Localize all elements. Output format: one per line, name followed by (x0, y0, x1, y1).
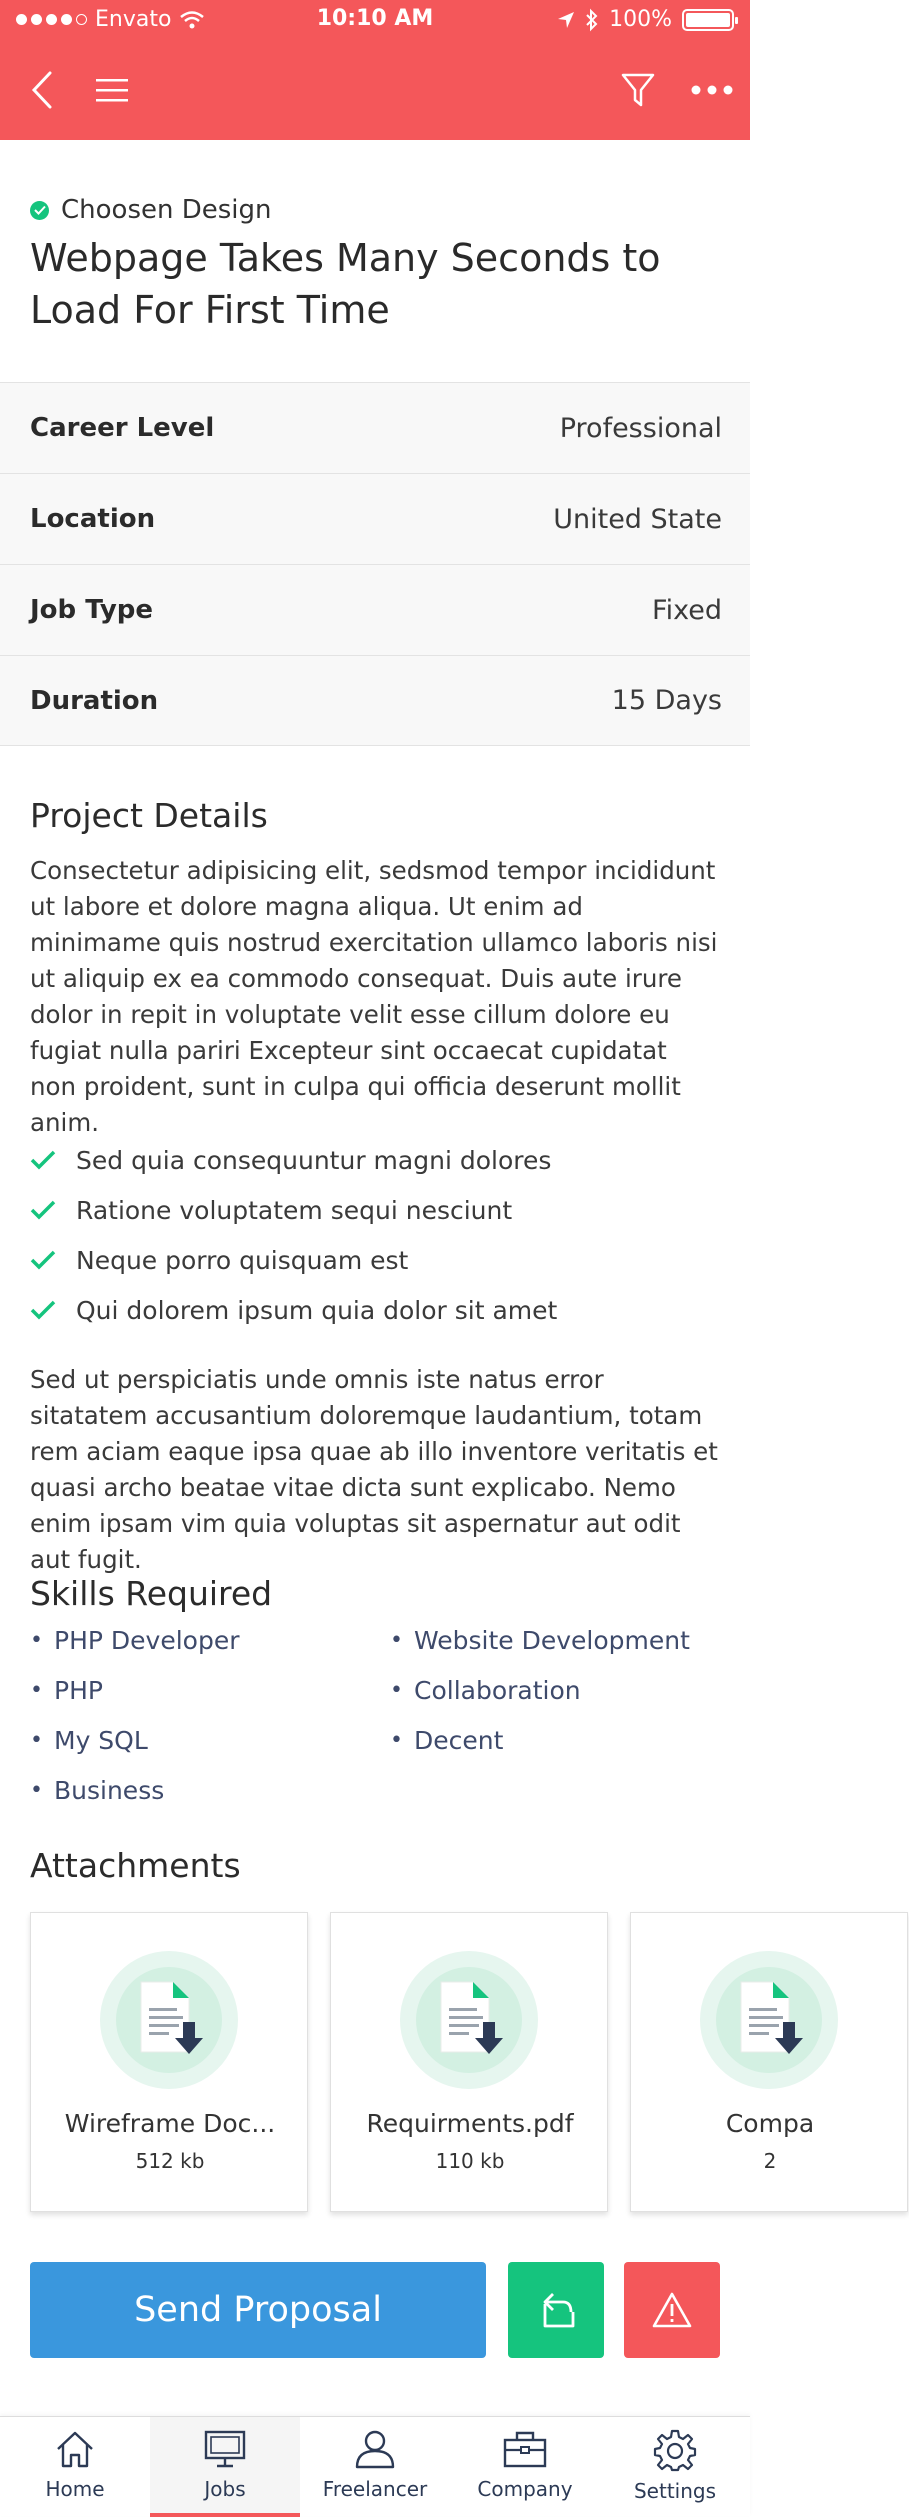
attachment-card[interactable] (30, 1912, 308, 2212)
report-button[interactable] (624, 2262, 720, 2358)
project-description: Consectetur adipisicing elit, sedsmod tempor incididunt ut labore et dolore magna aliqua. Ut enim ad minimame quis nostrud exercitation ullamco laboris nisi ut aliquip ex ea commodo consequat. Duis aute irure dolor in repit in voluptate velit esse cillum dolore eu fugiat nulla pariri Excepteur sint occaecat cupidatat non proident, sunt in culpa qui officia deserunt mollit anim. (30, 856, 718, 1137)
user-icon (353, 2429, 397, 2469)
monitor-icon (203, 2429, 247, 2469)
home-icon (54, 2429, 96, 2469)
checkmark-icon (30, 1150, 76, 1170)
info-row-duration (0, 655, 750, 746)
skill-item[interactable]: • Website Development (390, 1625, 690, 1655)
project-details-heading: Project Details (30, 796, 268, 835)
info-value: United State (553, 503, 722, 535)
tab-label: Home (45, 2477, 105, 2501)
attachment-card[interactable] (330, 1912, 608, 2212)
battery-icon (682, 9, 734, 31)
tab-label: Company (477, 2477, 573, 2501)
info-value: Fixed (652, 594, 722, 626)
skill-item[interactable]: • Business (30, 1775, 165, 1805)
share-button[interactable] (508, 2262, 604, 2358)
skill-label: PHP Developer (54, 1625, 240, 1655)
more-button[interactable] (684, 62, 740, 118)
skill-item[interactable]: • PHP (30, 1675, 103, 1705)
carrier-label: Envato (95, 7, 172, 32)
document-download-icon (700, 1951, 838, 2089)
tab-label: Jobs (204, 2477, 246, 2501)
checkmark-icon (30, 1250, 76, 1270)
skill-item[interactable]: • Collaboration (390, 1675, 581, 1705)
clock: 10:10 AM (316, 6, 434, 31)
info-value: Professional (559, 412, 722, 444)
skill-item[interactable]: • PHP Developer (30, 1625, 240, 1655)
check-circle-icon (30, 201, 49, 220)
tab-jobs[interactable] (150, 2417, 300, 2517)
list-item-text: Sed quia consequuntur magni dolores (76, 1145, 552, 1175)
category-label: Choosen Design (61, 195, 272, 225)
share-icon (533, 2290, 579, 2330)
tab-home[interactable] (0, 2417, 150, 2517)
attachment-size: 110 kb (435, 2149, 505, 2173)
list-item-text: Qui dolorem ipsum quia dolor sit amet (76, 1295, 558, 1325)
info-row-location (0, 473, 750, 564)
chevron-left-icon (30, 70, 54, 110)
list-item (30, 1185, 720, 1235)
info-value: 15 Days (611, 685, 722, 716)
app-header (0, 0, 750, 140)
checkmark-icon (30, 1200, 76, 1220)
job-title: Webpage Takes Many Seconds to Load For First Time (30, 236, 661, 332)
bottom-tab-bar (0, 2416, 750, 2516)
filter-icon (621, 72, 655, 108)
checkmark-icon (30, 1300, 76, 1320)
bluetooth-icon (585, 9, 599, 31)
filter-button[interactable] (610, 62, 666, 118)
skill-label: Decent (414, 1725, 504, 1755)
location-arrow-icon (557, 11, 575, 29)
list-item (30, 1285, 720, 1335)
list-item-text: Neque porro quisquam est (76, 1245, 409, 1275)
menu-button[interactable] (84, 62, 140, 118)
category-tag (30, 195, 272, 225)
attachments-heading: Attachments (30, 1846, 241, 1885)
attachments-carousel[interactable] (30, 1912, 815, 2212)
gear-icon (654, 2429, 696, 2471)
nav-bar (0, 40, 750, 140)
job-info-table (0, 382, 750, 746)
info-row-job-type (0, 564, 750, 655)
skill-label: Business (54, 1775, 165, 1805)
more-dots-icon (691, 85, 733, 95)
warning-icon (651, 2291, 693, 2329)
tab-company[interactable] (450, 2417, 600, 2517)
tab-freelancer[interactable] (300, 2417, 450, 2517)
info-key: Job Type (30, 595, 154, 625)
skill-item[interactable]: • Decent (390, 1725, 504, 1755)
skills-list (30, 1622, 730, 1808)
skill-label: Website Development (414, 1625, 690, 1655)
info-key: Duration (30, 685, 159, 716)
list-item-text: Ratione voluptatem sequi nesciunt (76, 1195, 513, 1225)
document-download-icon (100, 1951, 238, 2089)
attachment-name: Compa (725, 2109, 815, 2138)
back-button[interactable] (14, 62, 70, 118)
skill-label: PHP (54, 1675, 103, 1705)
tab-label: Settings (633, 2479, 717, 2503)
hamburger-icon (96, 77, 128, 103)
project-description-extra: Sed ut perspiciatis unde omnis iste natus error sitatatem accusantium doloremque laudantium, totam rem aciam eaque ipsa quae ab illo inventore veritatis et quasi archo beatae vitae dicta sunt explicabo. Nemo enim ipsam vim quia voluptas sit aspernatur aut odit aut fugit. (30, 1365, 718, 1574)
tab-settings[interactable] (600, 2417, 750, 2517)
send-proposal-button[interactable]: Send Proposal (30, 2262, 486, 2358)
document-download-icon (400, 1951, 538, 2089)
skill-label: My SQL (54, 1725, 148, 1755)
attachment-card[interactable] (630, 1912, 908, 2212)
skills-heading: Skills Required (30, 1574, 273, 1613)
info-key: Career Level (30, 413, 215, 443)
requirements-checklist (30, 1135, 720, 1335)
info-key: Location (30, 504, 156, 534)
skill-item[interactable]: • My SQL (30, 1725, 148, 1755)
attachment-size: 512 kb (135, 2149, 205, 2173)
list-item (30, 1135, 720, 1185)
skill-label: Collaboration (414, 1675, 581, 1705)
info-row-career-level (0, 382, 750, 473)
attachment-name: Wireframe Doc... (64, 2109, 276, 2138)
list-item (30, 1235, 720, 1285)
attachment-size: 2 (763, 2149, 777, 2173)
battery-percent: 100% (609, 7, 672, 32)
tab-label: Freelancer (322, 2477, 428, 2501)
attachment-name: Requirments.pdf (366, 2109, 574, 2138)
briefcase-icon (502, 2429, 548, 2469)
status-bar (0, 0, 750, 40)
